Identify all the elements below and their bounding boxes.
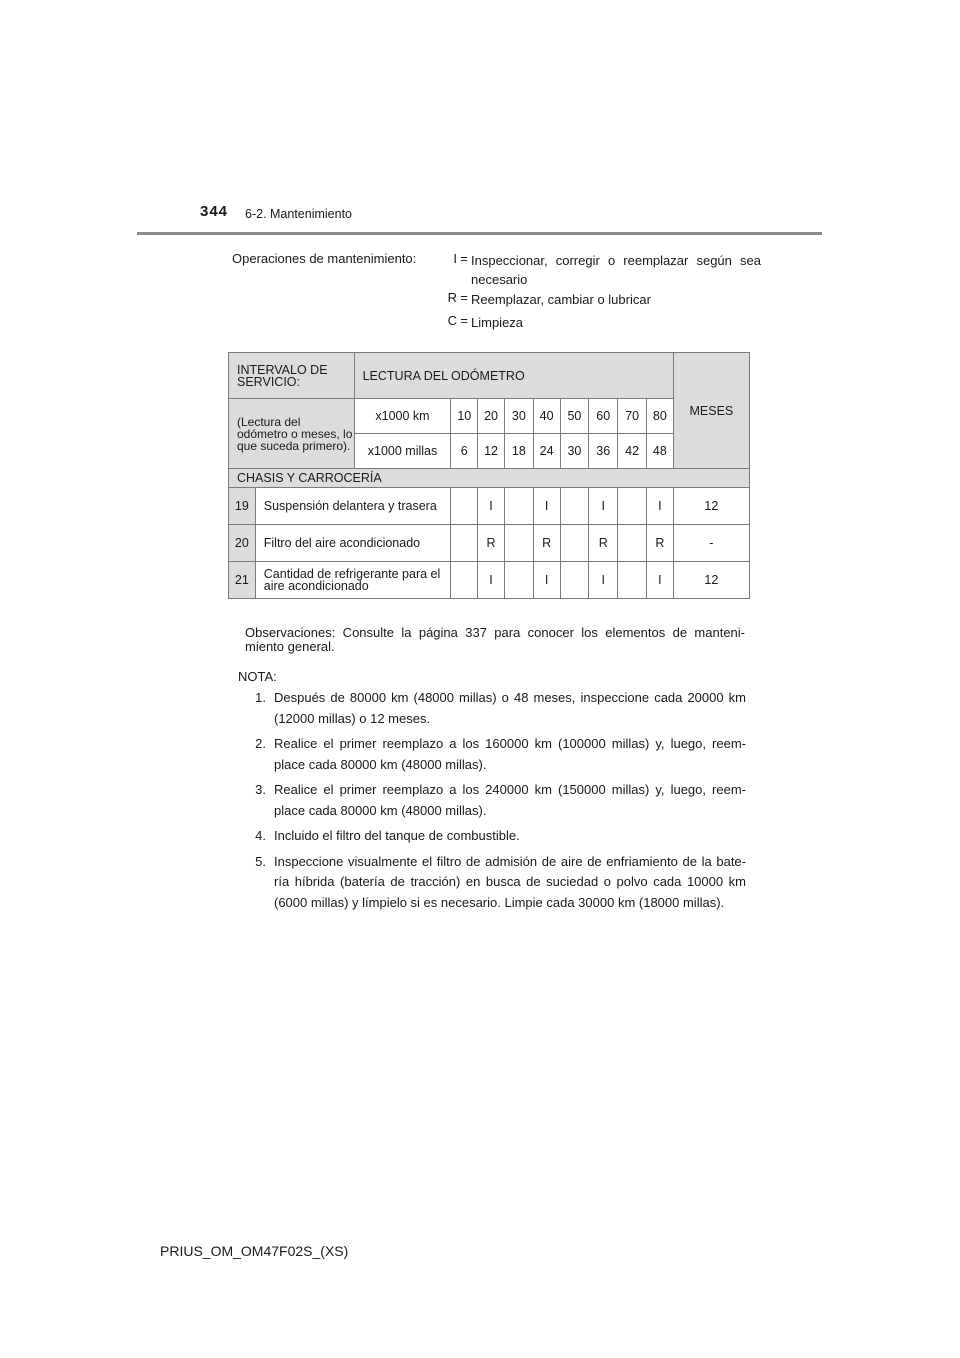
section-label: CHASIS Y CARROCERÍA — [229, 469, 750, 488]
km-value: 60 — [589, 399, 618, 434]
row-cell: I — [589, 488, 618, 525]
km-value: 20 — [478, 399, 505, 434]
legend-eq: = — [460, 251, 468, 266]
miles-value: 18 — [504, 434, 533, 469]
legend-code: R — [447, 290, 457, 305]
row-cell: I — [533, 488, 560, 525]
miles-value: 12 — [478, 434, 505, 469]
row-cell: R — [533, 525, 560, 562]
miles-value: 42 — [618, 434, 647, 469]
row-cell: I — [647, 488, 674, 525]
miles-value: 48 — [647, 434, 674, 469]
row-cell — [451, 488, 478, 525]
legend-code: C — [447, 313, 457, 328]
row-cell — [618, 525, 647, 562]
list-item — [238, 826, 746, 847]
note-number: 2. — [255, 736, 266, 751]
legend-code: I — [453, 251, 457, 266]
table-row — [229, 488, 750, 525]
row-item: Cantidad de refrigerante para el aire acondicionado — [255, 562, 451, 599]
footer-doc-code: PRIUS_OM_OM47F02S_(XS) — [160, 1243, 349, 1259]
header-rule — [137, 232, 822, 235]
legend-row-r — [425, 290, 761, 309]
note-text: Incluido el filtro del tanque de combustible. — [274, 828, 520, 843]
observations-text: Observaciones: Consulte la página 337 para conocer los elementos de manteni-miento general. — [245, 625, 745, 654]
miles-value: 36 — [589, 434, 618, 469]
km-value: 40 — [533, 399, 560, 434]
row-cell — [451, 525, 478, 562]
note-text: Después de 80000 km (48000 millas) o 48 meses, inspeccione cada 20000 km (12000 millas) o 12 meses. — [274, 690, 746, 726]
nota-list — [238, 688, 746, 918]
row-months: 12 — [673, 488, 749, 525]
interval-header: INTERVALO DE SERVICIO: — [229, 353, 355, 399]
interval-note: (Lectura del odómetro o meses, lo que suceda primero). — [229, 399, 355, 469]
row-item: Suspensión delantera y trasera — [255, 488, 451, 525]
row-cell: R — [478, 525, 505, 562]
row-cell — [618, 488, 647, 525]
note-number: 1. — [255, 690, 266, 705]
list-item — [238, 852, 746, 914]
row-cell — [504, 562, 533, 599]
row-item: Filtro del aire acondicionado — [255, 525, 451, 562]
row-months: 12 — [673, 562, 749, 599]
miles-value: 30 — [560, 434, 589, 469]
legend-row-c — [425, 313, 761, 332]
legend-eq: = — [460, 290, 468, 305]
months-header: MESES — [673, 353, 749, 469]
page-number: 344 — [200, 203, 229, 220]
list-item — [238, 688, 746, 729]
row-number: 20 — [229, 525, 256, 562]
note-number: 3. — [255, 782, 266, 797]
row-number: 21 — [229, 562, 256, 599]
legend-desc: Inspeccionar, corregir o reemplazar según sea necesario — [471, 253, 761, 287]
note-text: Realice el primer reemplazo a los 160000 km (100000 millas) y, luego, reem-place cada 80000 km (48000 millas). — [274, 736, 746, 772]
row-cell: I — [478, 488, 505, 525]
miles-value: 6 — [451, 434, 478, 469]
row-cell: I — [478, 562, 505, 599]
row-cell — [560, 488, 589, 525]
row-cell: I — [589, 562, 618, 599]
operations-label: Operaciones de mantenimiento: — [232, 251, 417, 266]
km-value: 10 — [451, 399, 478, 434]
odometer-header: LECTURA DEL ODÓMETRO — [354, 353, 673, 399]
table-row — [229, 525, 750, 562]
list-item — [238, 734, 746, 775]
row-cell: I — [647, 562, 674, 599]
legend-desc: Limpieza — [471, 315, 524, 330]
row-number: 19 — [229, 488, 256, 525]
table-row — [229, 562, 750, 599]
note-text: Inspeccione visualmente el filtro de admisión de aire de enfriamiento de la bate-ría híbrida (batería de tracción) en busca de suciedad o polvo cada 10000 km (6000 millas) y límpielo si es necesario. Limpie cada 30000 km (18000 millas). — [274, 853, 746, 910]
row-cell — [618, 562, 647, 599]
km-label: x1000 km — [354, 399, 451, 434]
note-number: 4. — [255, 828, 266, 843]
row-cell — [504, 488, 533, 525]
maintenance-schedule-table — [228, 352, 750, 599]
list-item — [238, 780, 746, 821]
km-value: 80 — [647, 399, 674, 434]
km-value: 70 — [618, 399, 647, 434]
row-cell: I — [533, 562, 560, 599]
legend-eq: = — [460, 313, 468, 328]
miles-label: x1000 millas — [354, 434, 451, 469]
row-months: - — [673, 525, 749, 562]
legend-desc: Reemplazar, cambiar o lubricar — [471, 292, 651, 307]
miles-value: 24 — [533, 434, 560, 469]
row-cell — [451, 562, 478, 599]
note-number: 5. — [255, 853, 266, 869]
row-cell: R — [589, 525, 618, 562]
row-cell — [560, 562, 589, 599]
km-value: 30 — [504, 399, 533, 434]
nota-title: NOTA: — [238, 669, 277, 684]
row-cell — [560, 525, 589, 562]
section-title: 6-2. Mantenimiento — [245, 207, 353, 221]
row-cell: R — [647, 525, 674, 562]
legend-row-i — [425, 251, 761, 289]
km-value: 50 — [560, 399, 589, 434]
row-cell — [504, 525, 533, 562]
note-text: Realice el primer reemplazo a los 240000 km (150000 millas) y, luego, reem-place cada 80000 km (48000 millas). — [274, 782, 746, 818]
